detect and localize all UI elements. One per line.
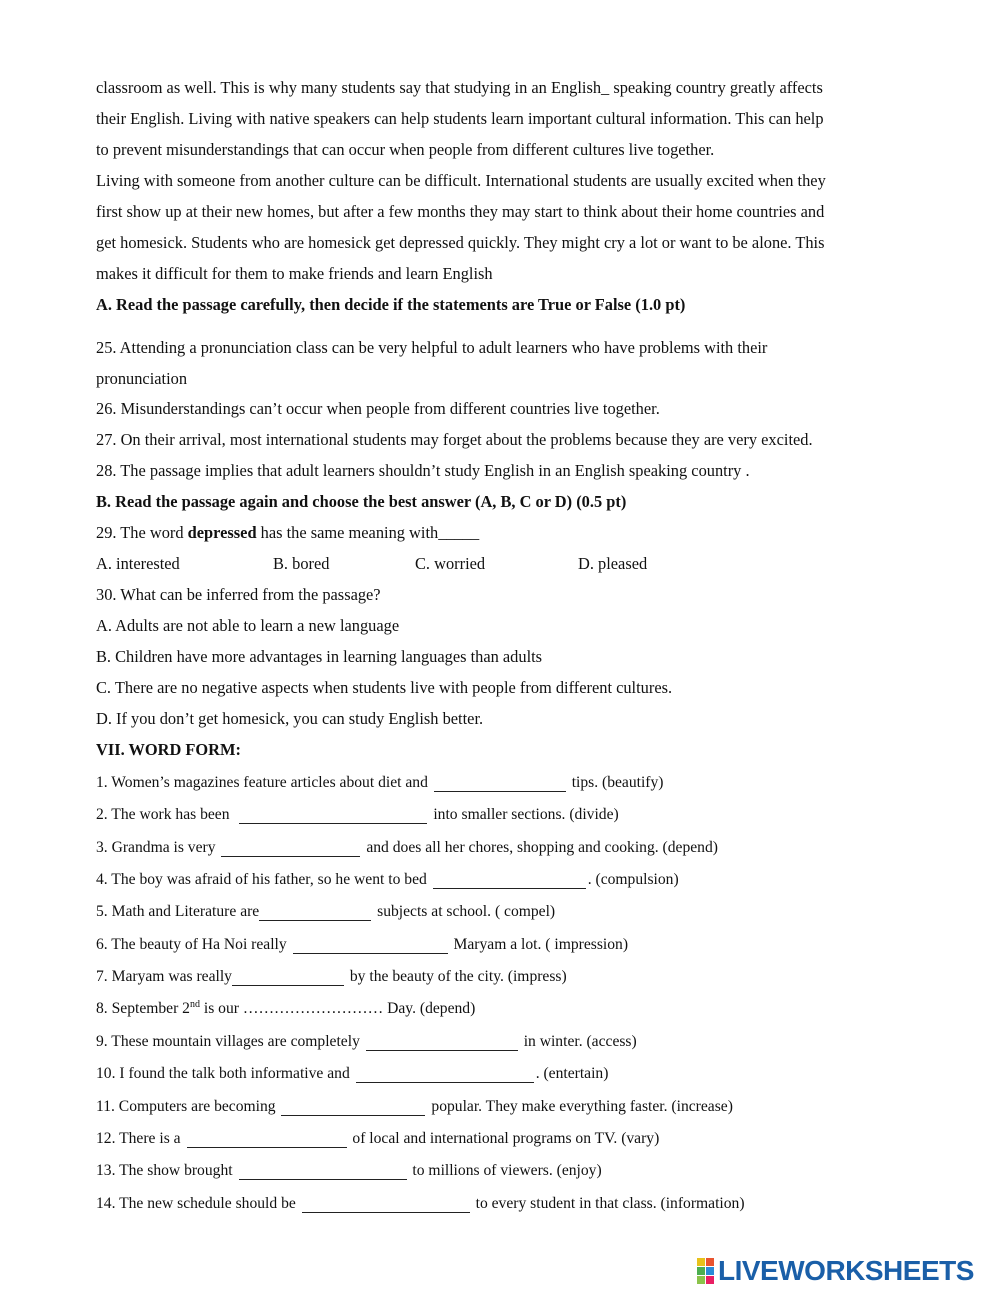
- item-hint: into smaller sections. (divide): [433, 806, 619, 823]
- item-hint: is our ……………………… Day. (depend): [199, 1000, 476, 1017]
- item-hint: popular. They make everything faster. (increase): [431, 1098, 733, 1115]
- section-a-heading: A. Read the passage carefully, then decide if the statements are True or False (1.0 pt): [96, 295, 686, 314]
- answer-input[interactable]: [259, 906, 371, 921]
- answer-input[interactable]: [356, 1068, 534, 1083]
- question-26: 26. Misunderstandings can’t occur when people from different countries live together.: [96, 399, 660, 418]
- q30-option-c[interactable]: C. There are no negative aspects when students live with people from different cultures.: [96, 678, 673, 697]
- word-form-item: [96, 1097, 733, 1117]
- word-form-item: [96, 1129, 659, 1149]
- item-text: 9. These mountain villages are completely: [96, 1033, 360, 1050]
- word-form-item: [96, 935, 628, 955]
- q29-suffix: has the same meaning with_____: [256, 523, 480, 542]
- item-text: 14. The new schedule should be: [96, 1195, 296, 1212]
- q30-option-b[interactable]: B. Children have more advantages in learning languages than adults: [96, 647, 543, 666]
- logo-text: LIVEWORKSHEETS: [718, 1255, 974, 1286]
- section-b-heading: B. Read the passage again and choose the best answer (A, B, C or D) (0.5 pt): [96, 492, 627, 511]
- item-text: 6. The beauty of Ha Noi really: [96, 936, 287, 953]
- item-hint: . (entertain): [535, 1065, 609, 1082]
- word-form-item: [96, 773, 664, 793]
- item-hint: to millions of viewers. (enjoy): [412, 1162, 602, 1179]
- passage-line: Living with someone from another culture can be difficult. International students are usually excited when they: [96, 171, 826, 190]
- logo-block: [697, 1276, 705, 1284]
- word-form-item: [96, 1064, 608, 1084]
- logo-block: [697, 1258, 705, 1266]
- q29-option-c[interactable]: C. worried: [415, 554, 486, 573]
- answer-input[interactable]: [366, 1036, 518, 1051]
- item-text: 10. I found the talk both informative and: [96, 1065, 350, 1082]
- item-text: 12. There is a: [96, 1130, 181, 1147]
- q30-option-d[interactable]: D. If you don’t get homesick, you can study English better.: [96, 709, 484, 728]
- word-form-item: [96, 1161, 602, 1181]
- item-text: 2. The work has been: [96, 806, 230, 823]
- q29-options: [96, 554, 696, 574]
- answer-input[interactable]: [239, 1165, 407, 1180]
- logo-blocks-icon: [697, 1258, 714, 1284]
- item-hint: to every student in that class. (information): [475, 1195, 745, 1212]
- word-form-item: [96, 1032, 637, 1052]
- answer-input[interactable]: [434, 777, 566, 792]
- answer-input[interactable]: [187, 1133, 347, 1148]
- item-hint: in winter. (access): [523, 1033, 637, 1050]
- word-form-item: [96, 870, 679, 890]
- logo-block: [697, 1267, 705, 1275]
- q29-prefix: 29. The word: [96, 523, 188, 542]
- answer-input[interactable]: [221, 842, 360, 857]
- q29-option-d[interactable]: D. pleased: [578, 554, 648, 573]
- item-hint: Maryam a lot. ( impression): [453, 936, 629, 953]
- item-text: 3. Grandma is very: [96, 839, 216, 856]
- passage-line: classroom as well. This is why many students say that studying in an English_ speaking country greatly affects: [96, 78, 823, 97]
- answer-input[interactable]: [281, 1101, 425, 1116]
- word-form-item: [96, 999, 475, 1019]
- word-form-item: [96, 1194, 745, 1214]
- logo-block: [706, 1276, 714, 1284]
- answer-input[interactable]: [239, 809, 427, 824]
- item-text: 4. The boy was afraid of his father, so he went to bed: [96, 871, 427, 888]
- liveworksheets-logo[interactable]: [697, 1256, 974, 1286]
- passage-line: first show up at their new homes, but after a few months they may start to think about their home countries and: [96, 202, 825, 221]
- question-25-cont: pronunciation: [96, 369, 188, 388]
- answer-input[interactable]: [302, 1198, 470, 1213]
- passage-line: get homesick. Students who are homesick get depressed quickly. They might cry a lot or want to be alone. This: [96, 233, 825, 252]
- item-text: 11. Computers are becoming: [96, 1098, 276, 1115]
- answer-input[interactable]: [232, 971, 344, 986]
- question-28: 28. The passage implies that adult learners shouldn’t study English in an English speaking country .: [96, 461, 750, 480]
- answer-input[interactable]: [293, 939, 448, 954]
- answer-input[interactable]: [433, 874, 586, 889]
- question-29: [96, 523, 479, 543]
- item-hint: subjects at school. ( compel): [377, 903, 556, 920]
- q29-option-b[interactable]: B. bored: [273, 554, 330, 573]
- item-text: 5. Math and Literature are: [96, 903, 260, 920]
- word-form-item: [96, 805, 619, 825]
- question-27: 27. On their arrival, most international students may forget about the problems because they are very excited.: [96, 430, 813, 449]
- logo-block: [706, 1267, 714, 1275]
- q30-option-a[interactable]: A. Adults are not able to learn a new language: [96, 616, 400, 635]
- item-hint: of local and international programs on TV. (vary): [352, 1130, 660, 1147]
- question-30: 30. What can be inferred from the passage?: [96, 585, 381, 604]
- passage-line: to prevent misunderstandings that can occur when people from different cultures live together.: [96, 140, 715, 159]
- word-form-heading: VII. WORD FORM:: [96, 740, 241, 759]
- q29-keyword: depressed: [187, 523, 257, 542]
- logo-block: [706, 1258, 714, 1266]
- item-hint: and does all her chores, shopping and cooking. (depend): [366, 839, 718, 856]
- q29-option-a[interactable]: A. interested: [96, 554, 180, 573]
- word-form-item: [96, 838, 718, 858]
- item-hint: . (compulsion): [587, 871, 679, 888]
- item-hint: tips. (beautify): [571, 774, 664, 791]
- item-text: 7. Maryam was really: [96, 968, 232, 985]
- item-hint: by the beauty of the city. (impress): [349, 968, 567, 985]
- ordinal-suffix: nd: [189, 998, 200, 1010]
- item-text: 1. Women’s magazines feature articles about diet and: [96, 774, 428, 791]
- passage-line: makes it difficult for them to make friends and learn English: [96, 264, 493, 283]
- item-text: 8. September 2: [96, 1000, 190, 1017]
- word-form-item: [96, 967, 567, 987]
- item-text: 13. The show brought: [96, 1162, 233, 1179]
- passage-line: their English. Living with native speakers can help students learn important cultural information. This can help: [96, 109, 824, 128]
- word-form-item: [96, 902, 555, 922]
- question-25: 25. Attending a pronunciation class can be very helpful to adult learners who have problems with their: [96, 338, 768, 357]
